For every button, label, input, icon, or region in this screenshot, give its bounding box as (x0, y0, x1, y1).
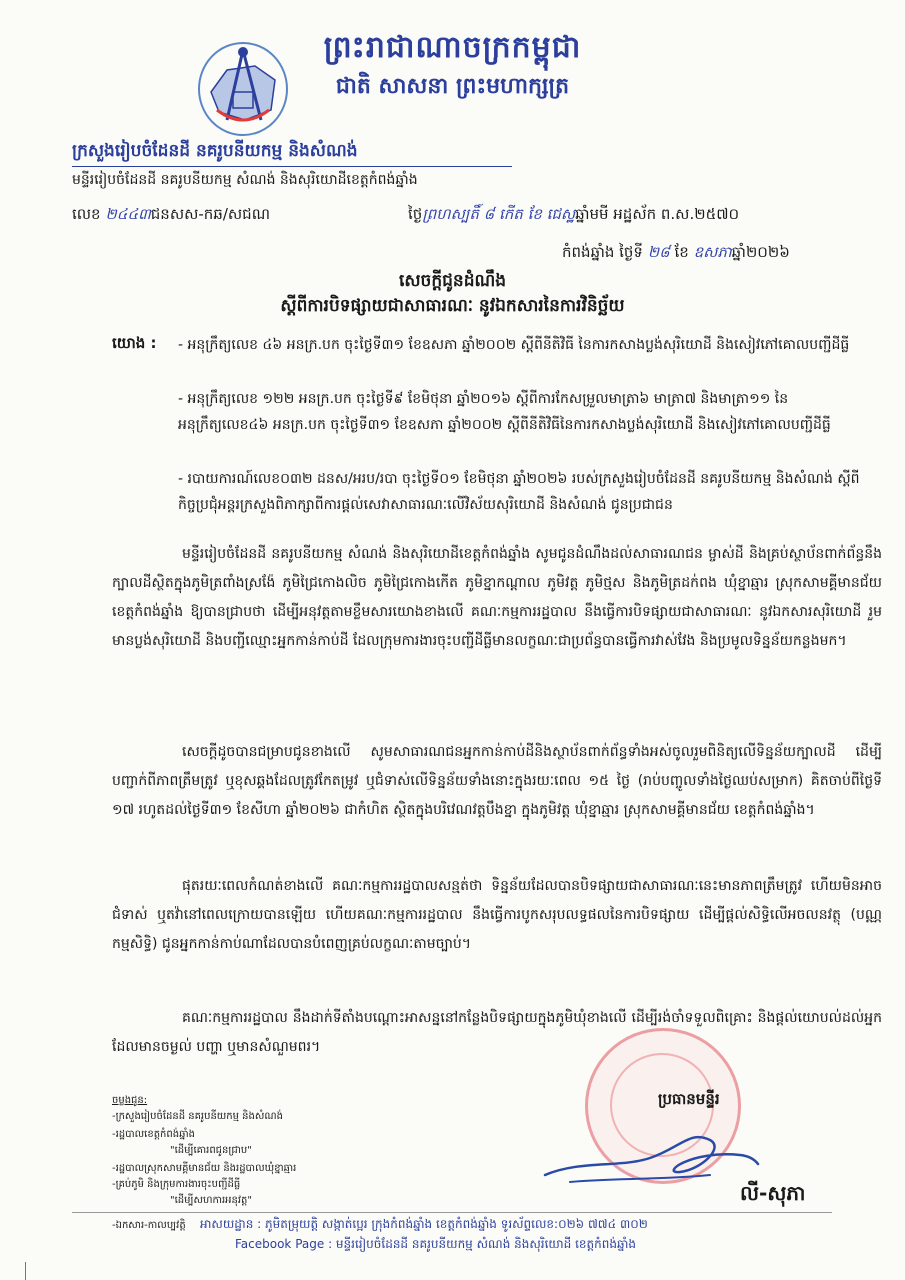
recipient-item: -រដ្ឋបាលខេត្តកំពង់ឆ្នាំង (112, 1129, 195, 1140)
signer-name: លី-សុភា (740, 1181, 806, 1205)
archive-label: -ឯកសារ-កាលប្បវត្តិ (112, 1220, 186, 1231)
ministry-name: ក្រសួងរៀបចំដែនដី នគរូបនីយកម្ម និងសំណង់ (72, 141, 358, 161)
department-name: មន្ទីររៀបចំដែនដី នគរូបនីយកម្ម សំណង់ និងសុរិយោដីខេត្តកំពង់ឆ្នាំង (72, 172, 418, 188)
lunar-date-handwritten: ព្រហស្បតិ៍ ៨ កើត ខែ ជេស្ឋ (422, 205, 576, 223)
month-prefix: ខែ (674, 243, 689, 261)
document-subtitle: ស្តីពីការបិទផ្សាយជាសាធារណៈ នូវឯកសារនៃការវិនិច្ឆ័យ (280, 296, 625, 316)
recipient-note: "ដើម្បីគោរពជូនជ្រាប" (170, 1145, 252, 1156)
recipient-item: -គ្រប់ភូមិ និងក្រុមការងារចុះបញ្ជីដីធ្លី (112, 1179, 241, 1190)
reference-prefix: លេខ (72, 205, 101, 223)
date-month: ឧសភា (693, 243, 732, 261)
place-date-prefix: កំពង់ឆ្នាំង ថ្ងៃទី (562, 243, 643, 261)
national-motto: ជាតិ សាសនា ព្រះមហាក្សត្រ (335, 74, 570, 99)
lunar-date-prefix: ថ្ងៃ (408, 205, 423, 223)
recipient-item: -ក្រសួងរៀបចំដែនដី នគរូបនីយកម្ម និងសំណង់ (112, 1111, 283, 1122)
body-paragraph-4: គណៈកម្មការរដ្ឋបាល នឹងដាក់ទីតាំងបណ្តោះអាសន្ននៅកន្លែងបិទផ្សាយក្នុងភូមិឃុំខាងលើ ដើម្បីរង់ចាំទទួលពិគ្រោះ និងផ្តល់យោបល់ដល់អ្នកដែលមានចម្ងល់ បញ្ហា ឬមានសំណួមពរ។ (112, 1010, 882, 1055)
document-title: សេចក្តីជូនដំណឹង (398, 271, 507, 291)
reference-suffix: ជនសស-កឆ/សជណ (150, 205, 271, 223)
body-paragraph-2: សេចក្តីដូចបានជម្រាបជូនខាងលើ សូមសាធារណជនអ្នកកាន់កាប់ដីនិងស្ថាប័នពាក់ព័ន្ធទាំងអស់ចូលរួមពិនិត្យលើទិន្នន័យក្បាលដី ដើម្បីបញ្ជាក់ពីភាពត្រឹមត្រូវ ឬខុសឆ្គងដែលត្រូវកែតម្រូវ ឬជំទាស់លើទិន្នន័យទាំងនោះក្នុងរយៈពេល ១៥ ថ្ងៃ (រាប់បញ្ចូលទាំងថ្ងៃឈប់សម្រាក) គិតចាប់ពីថ្ងៃទី ១៧ រហូតដល់ថ្ងៃទី៣១ ខែសីហា ឆ្នាំ២០២៦ ជាកំហិត ស្ថិតក្នុងបរិវេណវត្តបឹងខ្នា ក្នុងភូមិវត្ត ឃុំខ្នាឆ្មារ ស្រុកសាមគ្គីមានជ័យ ខេត្តកំពង់ឆ្នាំង។ (112, 744, 882, 818)
references-label: យោង : (112, 334, 157, 352)
gregorian-date (562, 243, 790, 265)
body-paragraph-1: មន្ទីររៀបចំដែនដី នគរូបនីយកម្ម សំណង់ និងសុរិយោដីខេត្តកំពង់ឆ្នាំង សូមជូនដំណឹងដល់សាធារណជន ម្ចាស់ដី និងគ្រប់ស្ថាប័នពាក់ព័ន្ធនឹងក្បាលដីស្ថិតក្នុងភូមិត្រពាំងស្រង៉ែ ភូមិជ្រៃកោងលិច ភូមិជ្រៃកោងកើត ភូមិខ្នាកណ្តាល ភូមិវត្ត ភូមិថ្មស និងភូមិត្រដក់ពង ឃុំខ្នាឆ្មារ ស្រុកសាមគ្គីមានជ័យ ខេត្តកំពង់ឆ្នាំង ឱ្យបានជ្រាបថា ដើម្បីអនុវត្តតាមខ្លឹមសារយោងខាងលើ គណៈកម្មការរដ្ឋបាល នឹងធ្វើការបិទផ្សាយជាសាធារណៈ នូវឯកសារសុរិយោដី រួមមានប្លង់សុរិយោដី និងបញ្ជីឈ្មោះអ្នកកាន់កាប់ដី ដែលក្រុមការងារចុះបញ្ជីដីធ្លីមានលក្ខណៈជាប្រព័ន្ធបានធ្វើការវាស់វែង និងប្រមូលទិន្នន័យកន្លងមក។ (112, 546, 882, 649)
reference-number (72, 205, 270, 227)
recipient-item: -រដ្ឋបាលស្រុកសាមគ្គីមានជ័យ និងរដ្ឋបាលឃុំខ្នាឆ្មារ (112, 1163, 297, 1174)
date-day: ២៨ (647, 243, 670, 261)
footer-address-label: អាសយដ្ឋាន : (200, 1217, 262, 1231)
footer-divider (72, 1212, 832, 1213)
handwritten-signature (540, 1120, 760, 1190)
kingdom-heading: ព្រះរាជាណាចក្រកម្ពុជា (323, 30, 582, 65)
reference-item: - របាយការណ៍លេខ០៣២ ដនស/អរប/របា ចុះថ្ងៃទី០១ ខែមិថុនា ឆ្នាំ២០២៦ របស់ក្រសួងរៀបចំដែនដី នគរូបនីយកម្ម និងសំណង់ ស្តីពីកិច្ចប្រជុំអន្តរក្រសួងពិភាក្សាពីការផ្តល់សេវាសាធារណៈលើវិស័យសុរិយោដី និងសំណង់ ជូនប្រជាជន (178, 471, 860, 513)
reference-handwritten-number: ២៤៤៣ (105, 205, 151, 223)
footer-address (200, 1216, 648, 1234)
footer-facebook: Facebook Page : មន្ទីររៀបចំដែនដី នគរូបនីយកម្ម សំណង់ និងសុរិយោដី ខេត្តកំពង់ឆ្នាំង (235, 1237, 637, 1251)
reference-item: - អនុក្រឹត្យលេខ ៤៦ អនក្រ.បក ចុះថ្ងៃទី៣១ ខែឧសភា ឆ្នាំ២០០២ ស្តីពីនីតិវិធី នៃការកសាងប្លង់សុរិយោដី និងសៀវភៅគោលបញ្ជីដីធ្លី (178, 337, 850, 353)
recipients-heading: ចម្លងជូន: (112, 1095, 148, 1106)
lunar-date-suffix: ឆ្នាំមមី អដ្ឋស័ក ព.ស.២៥៧០ (575, 205, 740, 223)
ministry-logo (197, 40, 289, 138)
body-paragraph-3: ផុតរយៈពេលកំណត់ខាងលើ គណៈកម្មការរដ្ឋបាលសន្មត់ថា ទិន្នន័យដែលបានបិទផ្សាយជាសាធារណៈនេះមានភាពត្រឹមត្រូវ ហើយមិនអាចជំទាស់ ឬតវ៉ានៅពេលក្រោយបានឡើយ ហើយគណៈកម្មការរដ្ឋបាល នឹងធ្វើការបូកសរុបលទ្ធផលនៃការបិទផ្សាយ ដើម្បីផ្តល់សិទ្ធិលើអចលនវត្ថុ (បណ្ណកម្មសិទ្ធិ) ជូនអ្នកកាន់កាប់ណាដែលបានបំពេញគ្រប់លក្ខណៈតាមច្បាប់។ (112, 878, 882, 952)
lunar-date (408, 205, 739, 227)
page-edge-mark (25, 1262, 26, 1280)
ministry-divider (72, 166, 512, 167)
footer-address-text: ភូមិតម្រុយត្តិ សង្កាត់ប្អេរ ក្រុងកំពង់ឆ្នាំង ខេត្តកំពង់ឆ្នាំង ទូរស័ព្ទលេខ:០២៦ ៧៧៤ ៣០២ (265, 1217, 648, 1231)
recipient-note: "ដើម្បីសហការអនុវត្ត" (170, 1195, 253, 1206)
reference-item: - អនុក្រឹត្យលេខ ១២២ អនក្រ.បក ចុះថ្ងៃទី៩ ខែមិថុនា ឆ្នាំ២០១៦ ស្តីពីការកែសម្រួលមាត្រា៦ មាត្រា៧ និងមាត្រា១១ នៃអនុក្រឹត្យលេខ៤៦ អនក្រ.បក ចុះថ្ងៃទី៣១ ខែឧសភា ឆ្នាំ២០០២ ស្តីពីនីតិវិធីនៃការកសាងប្លង់សុរិយោដី និងសៀវភៅគោលបញ្ជីដីធ្លី (178, 391, 831, 433)
date-year: ឆ្នាំ២០២៦ (731, 243, 790, 261)
signer-title: ប្រធានមន្ទីរ (658, 1090, 720, 1108)
